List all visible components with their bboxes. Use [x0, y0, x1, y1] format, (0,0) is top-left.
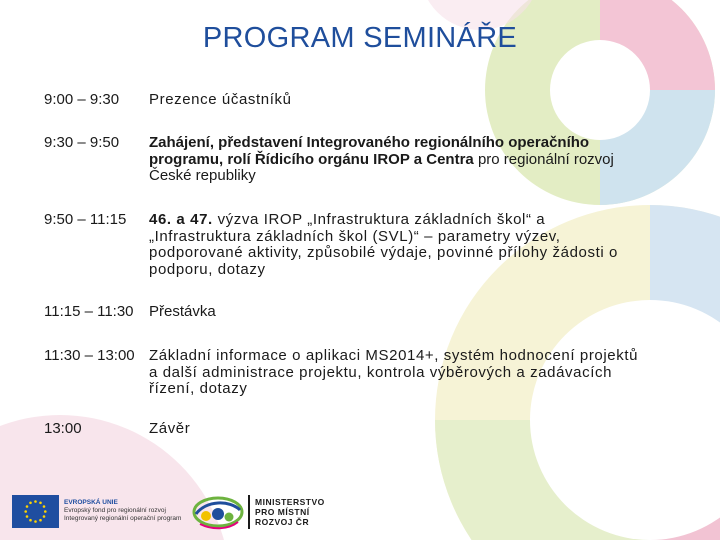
program-time: 13:00 — [44, 420, 82, 437]
eu-line1: EVROPSKÁ UNIE — [64, 499, 118, 506]
ministry-line2: PRO MÍSTNÍ — [255, 507, 310, 517]
program-time: 11:15 – 11:30 — [44, 303, 134, 320]
eu-line2: Evropský fond pro regionální rozvoj — [64, 507, 166, 514]
ministry-line1: MINISTERSTVO — [255, 497, 325, 507]
program-desc: Přestávka — [149, 303, 216, 320]
program-desc — [149, 212, 649, 278]
program-desc-bold: Zahájení, představení Integrovaného regionálního operačního programu, rolí Řídicího orgánu IROP a Centra — [149, 134, 590, 168]
ministry-divider — [248, 495, 250, 529]
program-desc-rest: pro regionální rozvoj České republiky — [149, 150, 614, 184]
eu-flag-icon — [12, 495, 59, 528]
program-desc-rest: výzva IROP „Infrastruktura základních škol“ a „Infrastruktura základních škol (SVL)“ – parametry výzev, podporované aktivity, způsobilé výdaje, povinné přílohy žádosti o podporu, dotazy — [149, 211, 618, 278]
page-title: PROGRAM SEMINÁŘE — [202, 22, 518, 54]
program-time: 11:30 – 13:00 — [44, 347, 135, 364]
program-desc: Prezence účastníků — [149, 91, 292, 108]
program-time: 9:00 – 9:30 — [44, 91, 120, 108]
eu-line3: Integrovaný regionální operační program — [64, 515, 182, 522]
ministry-logo-text — [255, 497, 325, 527]
program-desc: Závěr — [149, 420, 191, 437]
ministry-line3: ROZVOJ ČR — [255, 517, 310, 527]
program-time: 9:50 – 11:15 — [44, 211, 127, 228]
program-desc-bold: 46. a 47. — [149, 211, 213, 228]
program-desc — [149, 135, 649, 185]
irop-logo-icon — [192, 494, 244, 530]
program-time: 9:30 – 9:50 — [44, 134, 120, 151]
program-desc: Základní informace o aplikaci MS2014+, systém hodnocení projektů a další administrace projektu, kontrola výběrových a zadávacích řízení, dotazy — [149, 347, 639, 397]
eu-logo-text — [64, 499, 184, 523]
